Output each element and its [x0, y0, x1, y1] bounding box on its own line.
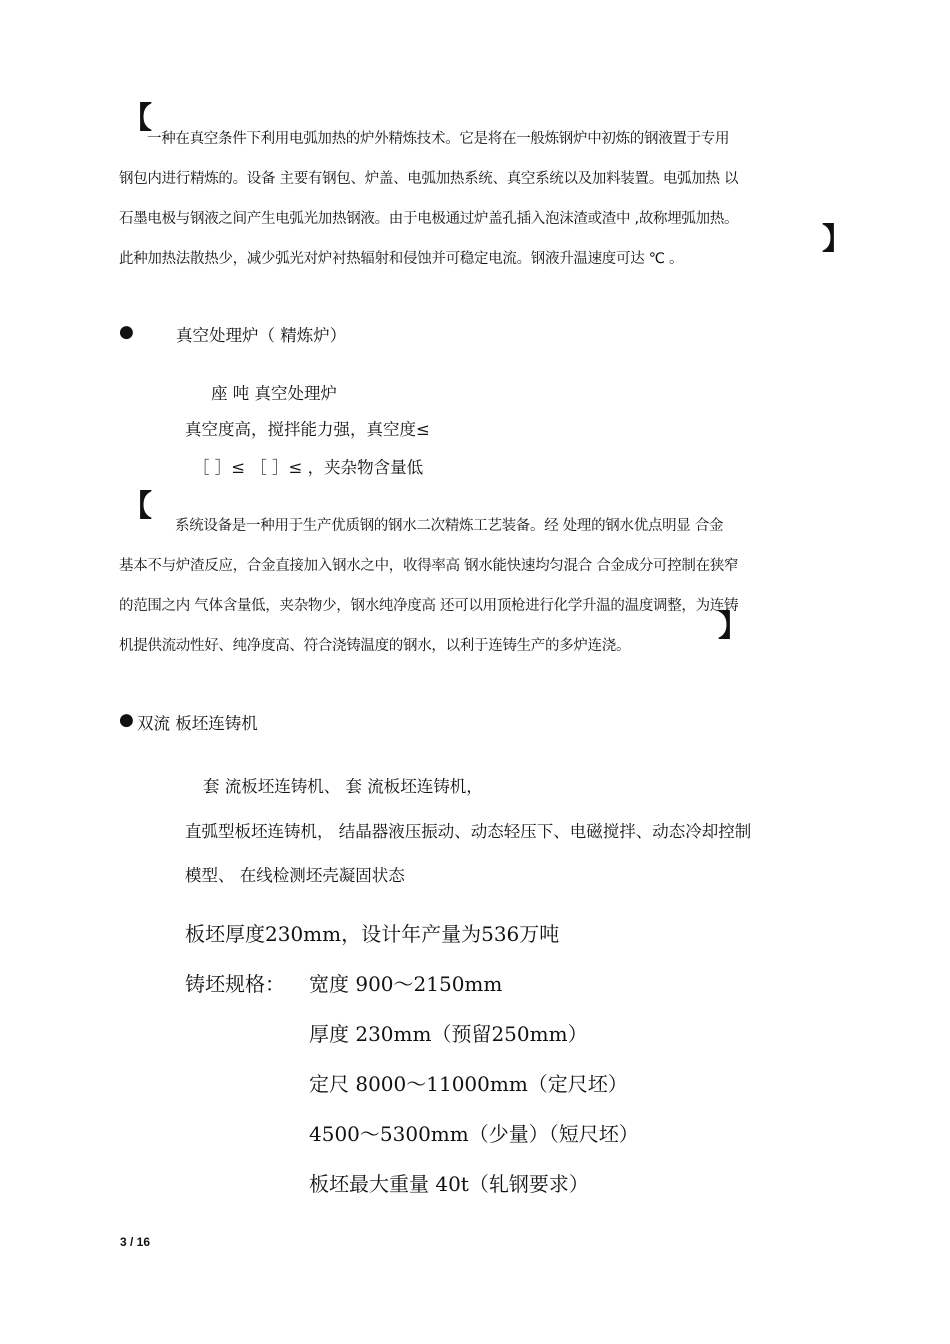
text-line: 模型、 在线检测坯壳凝固状态	[185, 866, 405, 885]
spec-label: 铸坯规格：	[185, 972, 285, 996]
close-bracket: 】	[822, 222, 852, 257]
bullet-icon: ●	[119, 322, 134, 342]
section-heading: 双流 板坯连铸机	[137, 714, 258, 733]
text-line: 套 流板坯连铸机、 套 流板坯连铸机，	[203, 777, 483, 796]
section-heading: 真空处理炉（ 精炼炉）	[176, 326, 347, 345]
spec-line: 板坯最大重量 40t（轧钢要求）	[309, 1172, 589, 1196]
thickness-output-line: 板坯厚度230mm，设计年产量为536万吨	[185, 922, 560, 946]
page-number: 3 / 16	[120, 1235, 151, 1249]
text-line: 座 吨 真空处理炉	[211, 384, 337, 403]
open-bracket: 【	[122, 489, 152, 524]
bullet-icon: ●	[119, 710, 134, 730]
paragraph-line: 基本不与炉渣反应，合金直接加入钢水之中，收得率高 钢水能快速均匀混合 合金成分可控制在狭窄	[119, 558, 739, 574]
text-line: ［ ］≤ ［ ］≤ ，夹杂物含量低	[193, 458, 424, 477]
paragraph-line: 机提供流动性好、纯净度高、符合浇铸温度的钢水，以利于连铸生产的多炉连浇。	[119, 638, 631, 654]
paragraph-line: 此种加热法散热少，减少弧光对炉衬热辐射和侵蚀并可稳定电流。钢液升温速度可达 ℃ 。	[119, 251, 684, 267]
spec-line: 4500～5300mm（少量）（短尺坯）	[309, 1122, 639, 1146]
paragraph-line: 系统设备是一种用于生产优质钢的钢水二次精炼工艺装备。经 处理的钢水优点明显 合金	[175, 518, 724, 534]
close-bracket: 】	[718, 609, 748, 644]
paragraph-line: 石墨电极与钢液之间产生电弧光加热钢液。由于电极通过炉盖孔插入泡沫渣或渣中 ,故称埋弧加热。	[119, 211, 739, 227]
text-line: 直弧型板坯连铸机， 结晶器液压振动、动态轻压下、电磁搅拌、动态冷却控制	[185, 822, 752, 841]
paragraph-line: 钢包内进行精炼的。设备 主要有钢包、炉盖、电弧加热系统、真空系统以及加料装置。电弧加热 以	[119, 171, 739, 187]
spec-line: 厚度 230mm（预留250mm）	[309, 1022, 588, 1046]
text-line: 真空度高，搅拌能力强，真空度≤	[185, 420, 430, 439]
paragraph-line: 的范围之内 气体含量低，夹杂物少，钢水纯净度高 还可以用顶枪进行化学升温的温度调整，为连铸	[119, 598, 739, 614]
paragraph-line: 一种在真空条件下利用电弧加热的炉外精炼技术。它是将在一般炼钢炉中初炼的钢液置于专用	[147, 131, 730, 147]
spec-line: 宽度 900～2150mm	[309, 972, 503, 996]
spec-line: 定尺 8000～11000mm（定尺坯）	[309, 1072, 628, 1096]
open-bracket: 【	[122, 101, 152, 136]
